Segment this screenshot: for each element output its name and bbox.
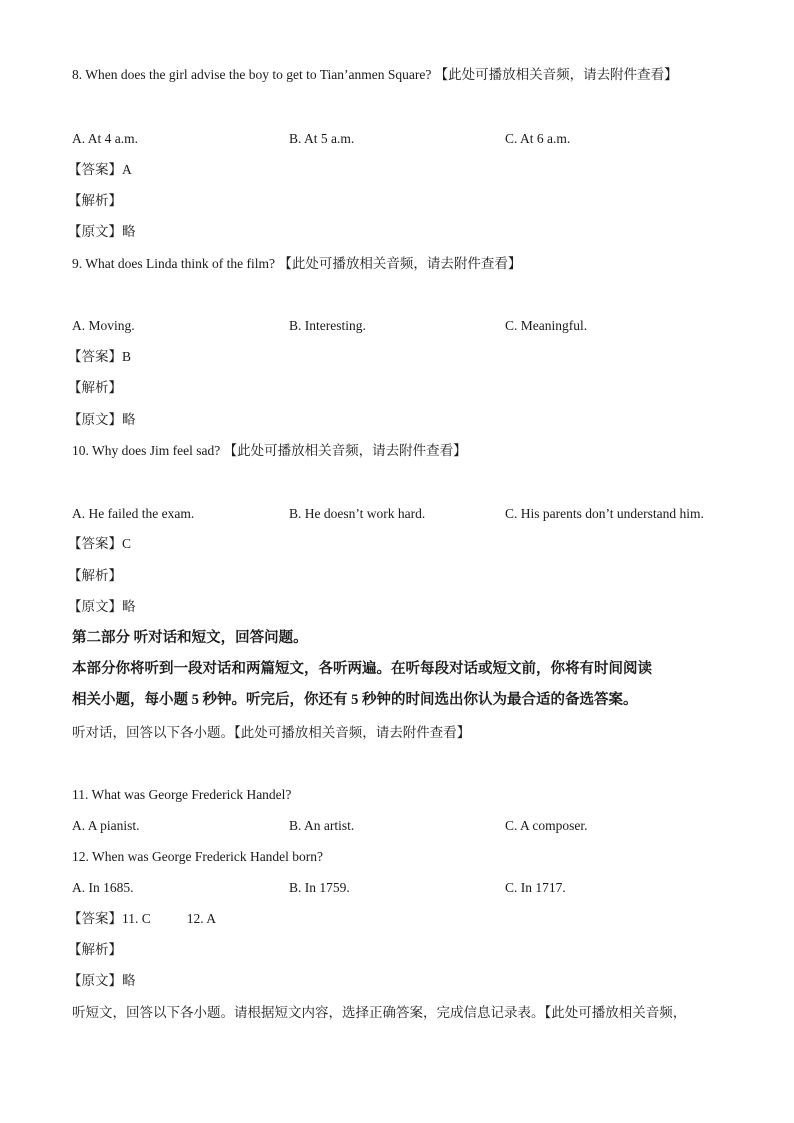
question-12-option-a: A. In 1685. (72, 880, 134, 895)
question-9-option-a: A. Moving. (72, 318, 135, 333)
question-8-option-b: B. At 5 a.m. (289, 131, 355, 146)
question-10-prompt: 10. Why does Jim feel sad? 【此处可播放相关音频，请去附件查看】 (72, 443, 467, 458)
question-9-original: 【原文】略 (68, 412, 136, 427)
question-8-option-a: A. At 4 a.m. (72, 131, 138, 146)
question-11-prompt: 11. What was George Frederick Handel? (72, 787, 292, 802)
part2-instruction-line1: 本部分你将听到一段对话和两篇短文，各听两遍。在听每段对话或短文前，你将有时间阅读 (72, 661, 652, 677)
question-9-option-c: C. Meaningful. (505, 318, 588, 333)
question-10-analysis: 【解析】 (68, 568, 122, 583)
question-9-prompt: 9. What does Linda think of the film? 【此处可播放相关音频，请去附件查看】 (72, 256, 522, 271)
question-10-option-b: B. He doesn’t work hard. (289, 506, 426, 521)
question-12-option-b: B. In 1759. (289, 880, 350, 895)
question-10-original: 【原文】略 (68, 599, 136, 614)
question-12-prompt: 12. When was George Frederick Handel born? (72, 849, 324, 864)
question-8-prompt: 8. When does the girl advise the boy to get to Tian’anmen Square? 【此处可播放相关音频，请去附件查看】 (72, 67, 678, 82)
question-8-option-c: C. At 6 a.m. (505, 131, 571, 146)
question-8-analysis: 【解析】 (68, 193, 122, 208)
question-10-answer: 【答案】C (68, 536, 132, 551)
question-11-option-c: C. A composer. (505, 818, 588, 833)
dialogue-intro: 听对话，回答以下各小题。【此处可播放相关音频，请去附件查看】 (72, 725, 471, 740)
part2-instruction-line2: 相关小题，每小题 5 秒钟。听完后，你还有 5 秒钟的时间选出你认为最合适的备选答案。 (72, 692, 638, 708)
question-10-option-c: C. His parents don’t understand him. (505, 506, 704, 521)
question-8-original: 【原文】略 (68, 224, 136, 239)
question-9-option-b: B. Interesting. (289, 318, 366, 333)
group-answer-label: 【答案】 (68, 911, 122, 926)
question-9-answer: 【答案】B (68, 349, 132, 364)
group-original: 【原文】略 (68, 973, 136, 988)
group-answer (68, 910, 216, 928)
question-12-option-c: C. In 1717. (505, 880, 566, 895)
group-analysis: 【解析】 (68, 942, 122, 957)
question-10-option-a: A. He failed the exam. (72, 506, 195, 521)
question-9-analysis: 【解析】 (68, 380, 122, 395)
part2-heading: 第二部分 听对话和短文，回答问题。 (72, 630, 308, 646)
group-answer-11: 11. C (122, 911, 151, 926)
group-answer-12: 12. A (186, 911, 217, 926)
question-11-option-b: B. An artist. (289, 818, 355, 833)
question-8-answer: 【答案】A (68, 162, 132, 177)
question-11-option-a: A. A pianist. (72, 818, 140, 833)
passage-intro: 听短文，回答以下各小题。请根据短文内容，选择正确答案，完成信息记录表。【此处可播放相关音频， (72, 1005, 687, 1020)
